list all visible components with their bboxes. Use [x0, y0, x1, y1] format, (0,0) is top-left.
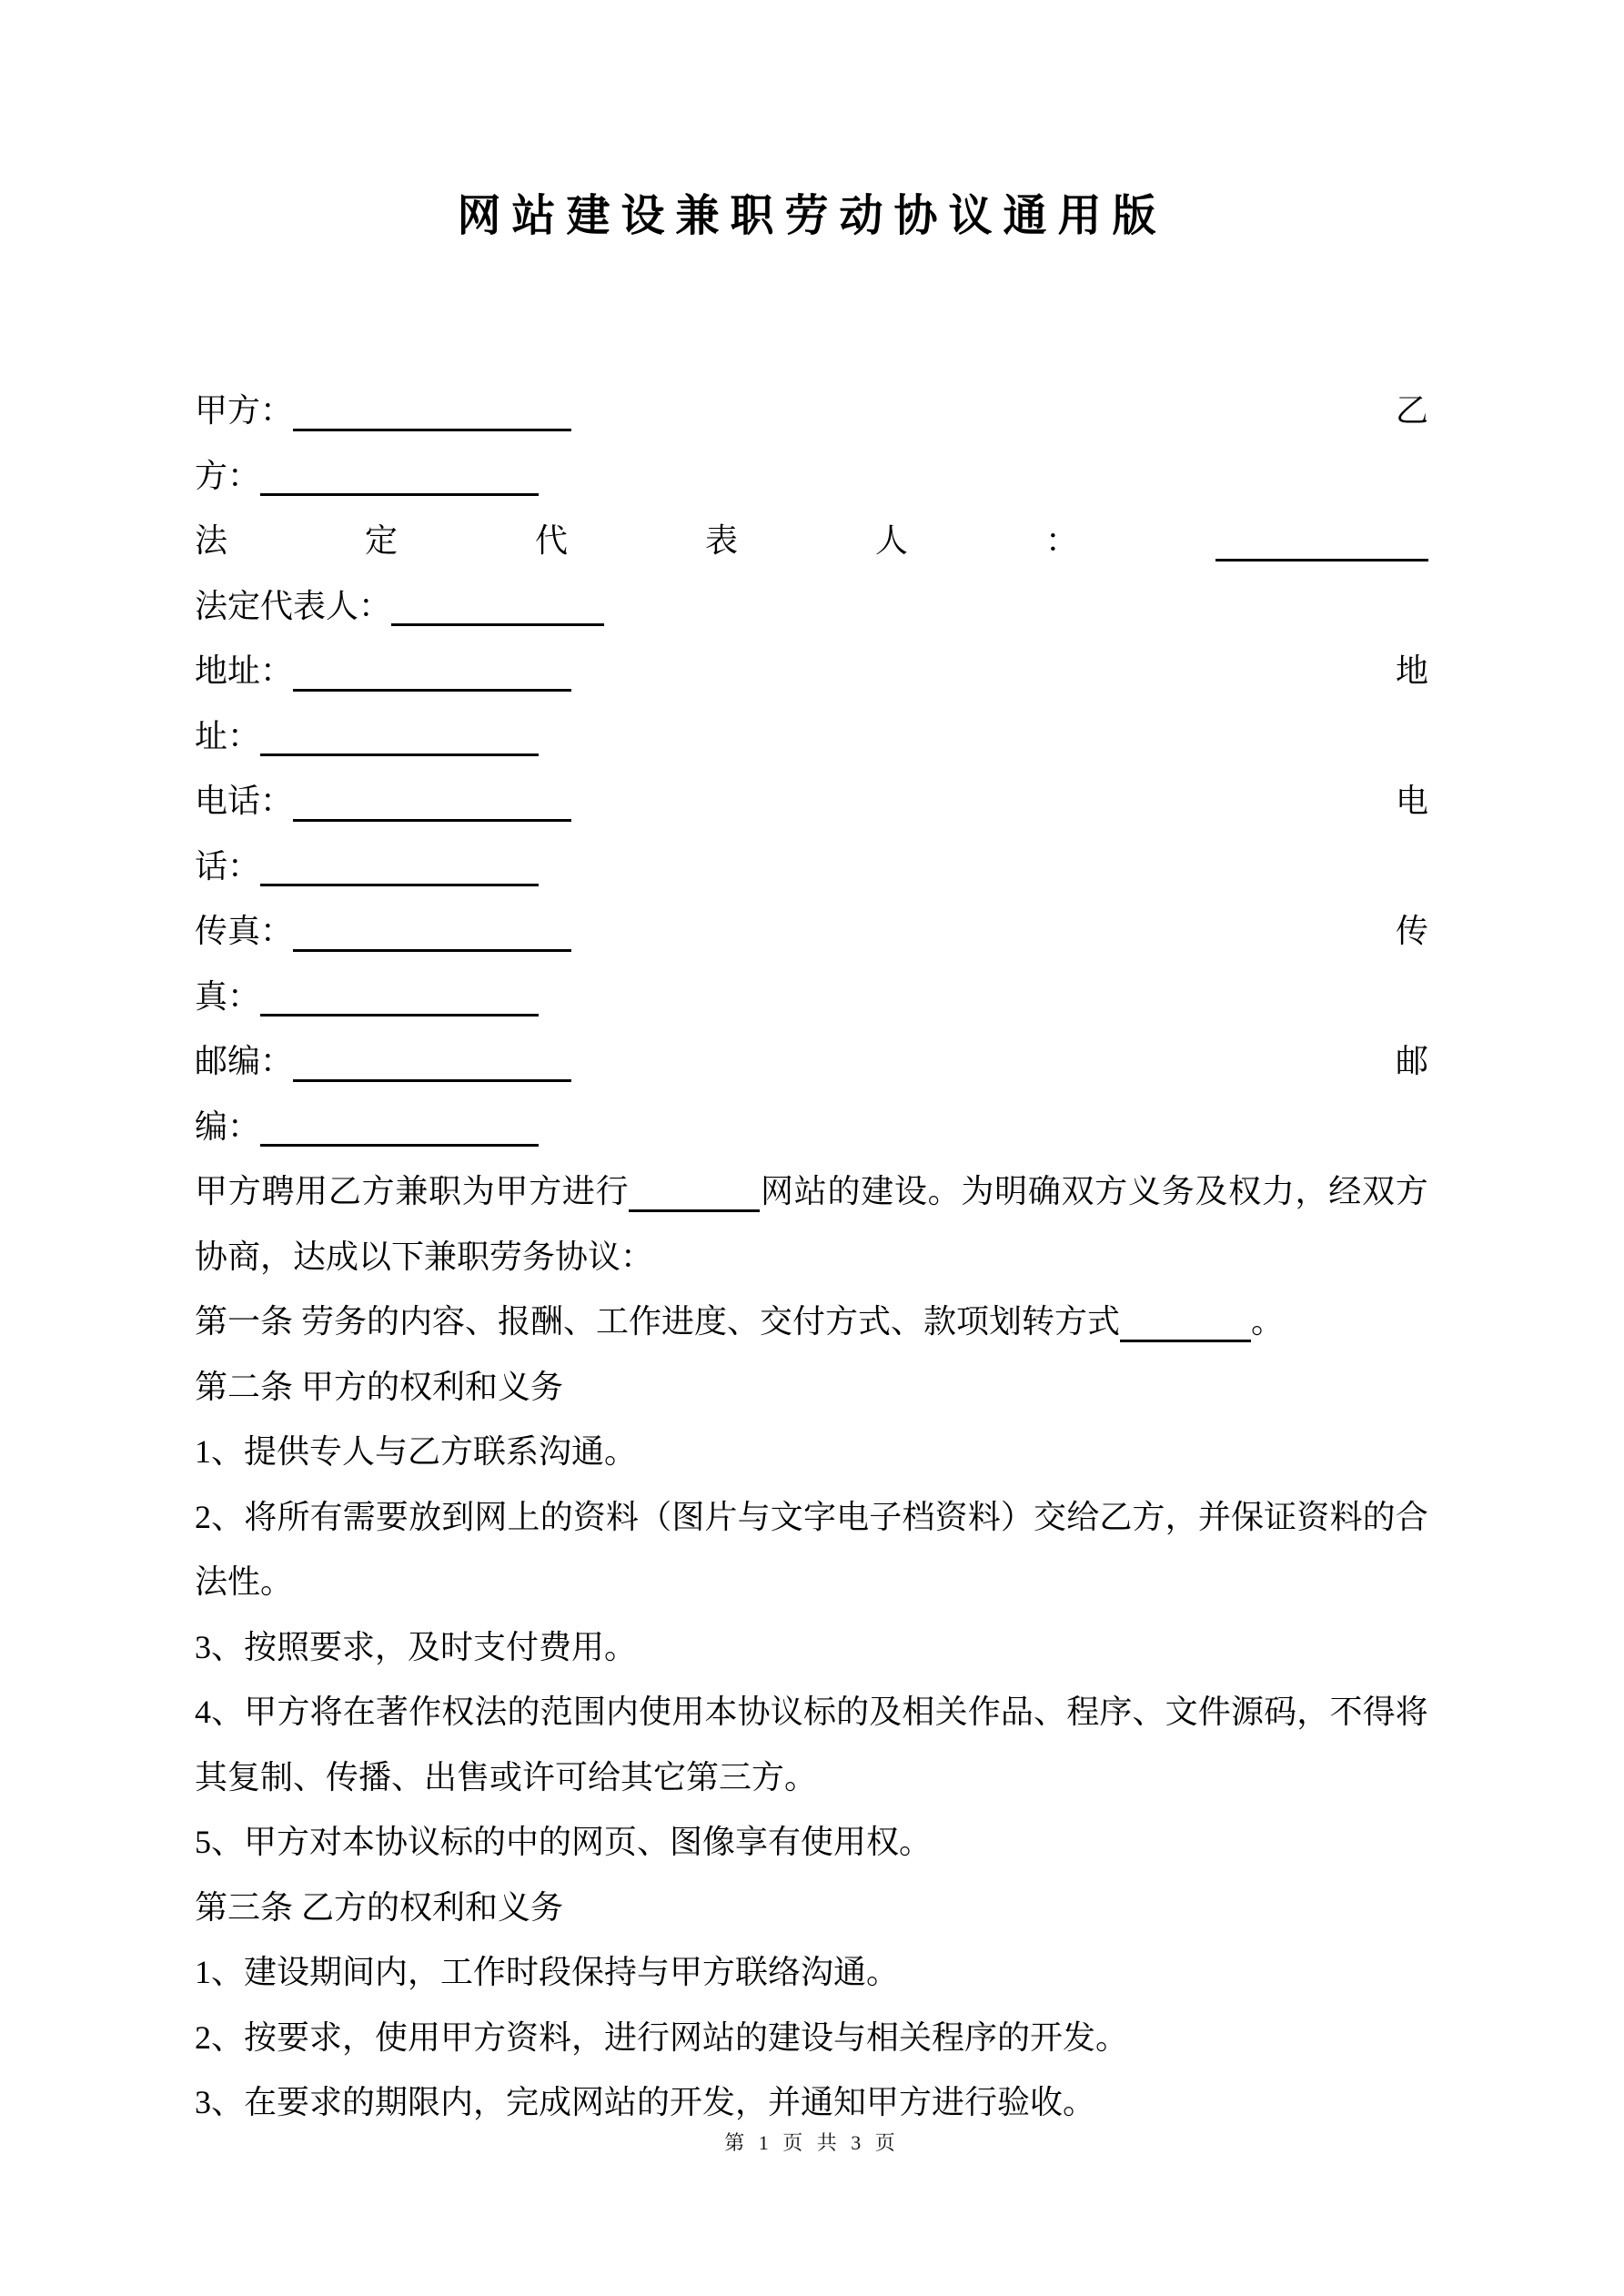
char: 表 — [705, 522, 739, 559]
char: 法 — [474, 1694, 508, 1730]
char: 权 — [441, 1694, 475, 1730]
page-footer: 第 1 页 共 3 页 — [724, 2131, 900, 2154]
char: 字 — [802, 1498, 836, 1535]
blank-underline — [260, 850, 539, 887]
doc-line-item-2-2 — [195, 1485, 1428, 1551]
text-run: 方： — [195, 457, 261, 494]
text-run: 2、按要求，使用甲方资料，进行网站的建设与相关程序的开发。 — [195, 2018, 1129, 2056]
text-run: 1、提供专人与乙方联系沟通。 — [195, 1433, 638, 1470]
char: 需 — [342, 1498, 376, 1535]
blank-underline — [1215, 524, 1428, 561]
char: 确 — [1027, 1173, 1061, 1209]
char: 源 — [1230, 1694, 1264, 1730]
char: 网 — [761, 1173, 794, 1209]
char: 站 — [793, 1173, 827, 1209]
char: 聘 — [261, 1173, 295, 1209]
char: 片 — [704, 1498, 738, 1535]
char: 的 — [827, 1173, 861, 1209]
text-run: 法定代表人： — [195, 587, 392, 624]
char: 用 — [671, 1694, 705, 1730]
blank-underline — [293, 394, 571, 431]
char: 人 — [875, 522, 909, 559]
doc-line-item-3-3 — [195, 2070, 1428, 2136]
char: 、 — [211, 1498, 245, 1535]
char: 为 — [461, 1173, 495, 1209]
char: 兼 — [395, 1173, 429, 1209]
char: 与 — [737, 1498, 771, 1535]
doc-line-intro-line-2 — [195, 1225, 1428, 1290]
doc-line-party-b-wrap — [195, 444, 1428, 510]
text-run: 3、在要求的期限内，完成网站的开发，并通知甲方进行验收。 — [195, 2084, 1096, 2120]
char: 明 — [994, 1173, 1028, 1209]
doc-line-legal-rep-a — [195, 509, 1428, 574]
char: 作 — [409, 1694, 442, 1730]
char: 放 — [409, 1498, 442, 1535]
char: 证 — [1264, 1498, 1297, 1535]
text-run: 邮编： — [195, 1043, 294, 1079]
blank-underline — [293, 915, 571, 952]
doc-line-postcode-b-wrap — [195, 1095, 1428, 1160]
char: 围 — [572, 1694, 606, 1730]
char: 、 — [1132, 1694, 1165, 1730]
blank-underline — [629, 1175, 760, 1212]
char: 保 — [1230, 1498, 1264, 1535]
line-left-group — [195, 769, 571, 834]
char: 不 — [1329, 1694, 1363, 1730]
char: 给 — [1066, 1498, 1100, 1535]
char: 甲 — [244, 1694, 277, 1730]
char: 要 — [375, 1498, 409, 1535]
blank-underline — [293, 654, 571, 692]
doc-line-item-2-3 — [195, 1615, 1428, 1681]
char: 2 — [195, 1498, 211, 1535]
char: 并 — [1197, 1498, 1231, 1535]
char: 权 — [1228, 1173, 1262, 1209]
text-run: 电话： — [195, 783, 294, 819]
char: 文 — [1165, 1694, 1198, 1730]
char: 资 — [934, 1498, 968, 1535]
line-left-group — [195, 639, 571, 704]
char: 方 — [227, 1173, 261, 1209]
char: 的 — [836, 1694, 870, 1730]
char: 务 — [1161, 1173, 1195, 1209]
char: ， — [1165, 1498, 1198, 1535]
char: ， — [1296, 1694, 1330, 1730]
char: 所 — [277, 1498, 310, 1535]
line-left-group — [195, 1029, 571, 1095]
char: 交 — [1034, 1498, 1067, 1535]
doc-line-phone-b-wrap — [195, 834, 1428, 900]
char: 合 — [1395, 1498, 1428, 1535]
char: 代 — [535, 522, 569, 559]
doc-line-postcode-a — [195, 1029, 1428, 1095]
char: 建 — [861, 1173, 894, 1209]
doc-line-address-a — [195, 639, 1428, 704]
char: 资 — [1296, 1498, 1330, 1535]
blank-underline — [1120, 1305, 1251, 1342]
char: 甲 — [195, 1173, 228, 1209]
char: ， — [1295, 1173, 1328, 1209]
char: 义 — [1127, 1173, 1161, 1209]
text-run: 第二条 甲方的权利和义务 — [195, 1368, 564, 1405]
doc-line-fax-b-wrap — [195, 965, 1428, 1030]
char: 及 — [869, 1694, 903, 1730]
char: 档 — [902, 1498, 935, 1535]
char: 方 — [1132, 1498, 1165, 1535]
char: 力 — [1261, 1173, 1295, 1209]
char: 在 — [342, 1694, 376, 1730]
char: 双 — [1361, 1173, 1395, 1209]
char: 上 — [507, 1498, 540, 1535]
doc-line-party-a — [195, 379, 1428, 444]
char: 经 — [1328, 1173, 1362, 1209]
char: 4 — [195, 1694, 211, 1730]
text-run: 5、甲方对本协议标的中的网页、图像享有使用权。 — [195, 1824, 933, 1860]
char: 将 — [244, 1498, 277, 1535]
char: 资 — [572, 1498, 606, 1535]
char: 得 — [1362, 1694, 1396, 1730]
text-run: 第一条 劳务的内容、报酬、工作进度、交付方式、款项划转方式 — [195, 1303, 1121, 1340]
char: 的 — [540, 1498, 573, 1535]
char: 著 — [375, 1694, 409, 1730]
char: 有 — [309, 1498, 343, 1535]
text-run: 地址： — [195, 652, 294, 689]
char: 将 — [309, 1694, 343, 1730]
text-run: 。 — [1251, 1303, 1285, 1340]
blank-underline — [260, 980, 539, 1017]
doc-line-clause-2 — [195, 1355, 1428, 1421]
char: 的 — [1362, 1498, 1396, 1535]
char: 本 — [704, 1694, 738, 1730]
line-left-group — [195, 379, 571, 444]
char: 范 — [540, 1694, 573, 1730]
page-title: 网站建设兼职劳动协议通用版 — [457, 192, 1167, 240]
text-run: 第三条 乙方的权利和义务 — [195, 1888, 564, 1926]
char: 法 — [195, 522, 228, 559]
doc-line-clause-1 — [195, 1290, 1428, 1355]
char: 用 — [295, 1173, 328, 1209]
char: 设 — [893, 1173, 927, 1209]
char: ： — [1045, 522, 1079, 559]
char: 相 — [902, 1694, 935, 1730]
char: 行 — [595, 1173, 629, 1209]
char: 内 — [606, 1694, 640, 1730]
char: 方 — [361, 1173, 395, 1209]
char: 方 — [529, 1173, 562, 1209]
char: 双 — [1061, 1173, 1094, 1209]
char: 料 — [967, 1498, 1001, 1535]
blank-underline — [293, 1045, 571, 1082]
char: 及 — [1195, 1173, 1228, 1209]
char: 码 — [1264, 1694, 1297, 1730]
char: 甲 — [495, 1173, 529, 1209]
char: 使 — [639, 1694, 672, 1730]
document-body — [195, 379, 1428, 2136]
char: ） — [1000, 1498, 1034, 1535]
text-run: 传真： — [195, 913, 294, 949]
blank-underline — [391, 590, 604, 627]
char: 作 — [967, 1694, 1001, 1730]
text-run: 真： — [195, 977, 261, 1015]
blank-underline — [260, 460, 539, 497]
text-run: 3、按照要求，及时支付费用。 — [195, 1628, 638, 1665]
char: 、 — [1034, 1694, 1067, 1730]
doc-line-item-2-1 — [195, 1420, 1428, 1485]
text-run: 编： — [195, 1108, 261, 1145]
char: 定 — [365, 522, 398, 559]
char: 标 — [802, 1694, 836, 1730]
doc-line-item-2-4-wrap — [195, 1745, 1428, 1811]
blank-underline — [260, 1110, 539, 1148]
doc-line-item-3-1 — [195, 1940, 1428, 2006]
doc-line-clause-3 — [195, 1876, 1428, 1941]
char: 乙 — [328, 1173, 361, 1209]
doc-line-item-2-5 — [195, 1810, 1428, 1876]
char: 序 — [1099, 1694, 1133, 1730]
doc-line-fax-a — [195, 899, 1428, 965]
char: 料 — [606, 1498, 640, 1535]
char: 乙 — [1099, 1498, 1133, 1535]
text-run: 其复制、传播、出售或许可给其它第三方。 — [195, 1758, 818, 1795]
doc-line-legal-rep-b — [195, 574, 1428, 640]
doc-line-phone-a — [195, 769, 1428, 834]
char: 文 — [770, 1498, 803, 1535]
wrap-orphan-char: 传 — [1395, 913, 1428, 949]
char: （ — [639, 1498, 672, 1535]
char: 职 — [429, 1173, 462, 1209]
text-run: 法性。 — [195, 1563, 294, 1600]
text-run: 甲方： — [195, 392, 294, 429]
doc-line-address-b-wrap — [195, 704, 1428, 770]
char: 协 — [737, 1694, 771, 1730]
doc-line-intro-line-1 — [195, 1159, 1428, 1225]
char: 品 — [1000, 1694, 1034, 1730]
char: 到 — [441, 1498, 475, 1535]
char: 子 — [869, 1498, 903, 1535]
wrap-orphan-char: 电 — [1395, 783, 1428, 819]
char: 电 — [836, 1498, 870, 1535]
char: 方 — [1094, 1173, 1128, 1209]
doc-line-item-3-2 — [195, 2006, 1428, 2071]
line-left-group — [195, 899, 571, 965]
char: 。 — [927, 1173, 961, 1209]
char: 进 — [561, 1173, 595, 1209]
char: 议 — [770, 1694, 803, 1730]
char: 网 — [474, 1498, 508, 1535]
blank-underline — [293, 784, 571, 822]
blank-underline — [260, 720, 539, 757]
char: 图 — [671, 1498, 705, 1535]
char: 程 — [1066, 1694, 1100, 1730]
char: 方 — [277, 1694, 310, 1730]
doc-line-item-2-4 — [195, 1680, 1428, 1745]
text-run: 1、建设期间内，工作时段保持与甲方联络沟通。 — [195, 1954, 900, 1990]
char: 的 — [507, 1694, 540, 1730]
char: 将 — [1395, 1694, 1428, 1730]
char: 件 — [1197, 1694, 1231, 1730]
char: 为 — [961, 1173, 994, 1209]
text-run: 协商，达成以下兼职劳务协议： — [195, 1238, 654, 1275]
wrap-orphan-char: 乙 — [1395, 392, 1428, 429]
text-run: 址： — [195, 717, 261, 754]
doc-line-item-2-2-wrap — [195, 1550, 1428, 1615]
char: 料 — [1329, 1498, 1363, 1535]
char: 关 — [934, 1694, 968, 1730]
char: 方 — [1395, 1173, 1428, 1209]
wrap-orphan-char: 邮 — [1395, 1043, 1428, 1079]
wrap-orphan-char: 地 — [1395, 652, 1428, 689]
char: 、 — [211, 1694, 245, 1730]
text-run: 话： — [195, 847, 261, 885]
